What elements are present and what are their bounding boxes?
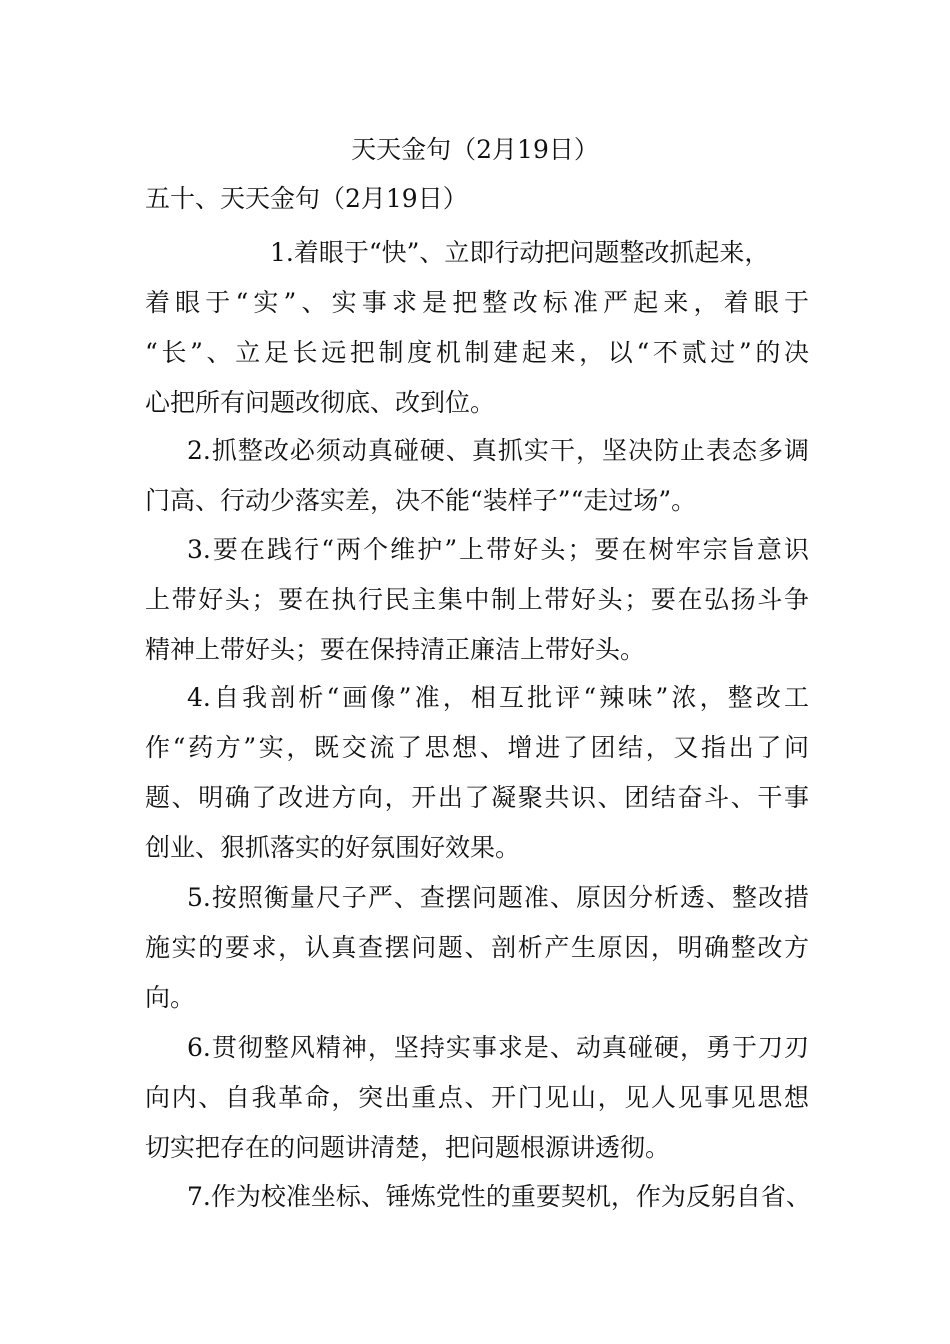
quote-item-4	[145, 673, 809, 873]
quote-line: 1.着眼于“快”、立即行动把问题整改抓起来，	[270, 238, 770, 267]
quote-line: 切实把存在的问题讲清楚，把问题根源讲透彻。	[145, 1133, 671, 1162]
quote-line: 着眼于“实”、实事求是把整改标准严起来，着眼于	[145, 288, 809, 317]
quote-line: 作“药方”实，既交流了思想、增进了团结，又指出了问	[145, 733, 809, 762]
section-title: 五十、天天金句（2月19日）	[145, 184, 468, 213]
quote-line: “长”、立足长远把制度机制建起来，以“不贰过”的决	[145, 338, 809, 367]
quote-line: 向内、自我革命，突出重点、开门见山，见人见事见思想	[145, 1083, 809, 1112]
quote-line: 7.作为校准坐标、锤炼党性的重要契机，作为反躬自省、	[187, 1182, 811, 1211]
quote-line: 创业、狠抓落实的好氛围好效果。	[145, 833, 521, 862]
quote-item-5	[145, 873, 809, 1023]
quote-item-2	[145, 426, 809, 526]
quote-line: 施实的要求，认真查摆问题、剖析产生原因，明确整改方	[145, 933, 809, 962]
quote-line: 3.要在践行“两个维护”上带好头；要在树牢宗旨意识	[187, 535, 809, 564]
quote-line: 上带好头；要在执行民主集中制上带好头；要在弘扬斗争	[145, 585, 809, 614]
quote-item-1	[145, 228, 809, 428]
quote-item-7	[145, 1172, 809, 1222]
quote-item-3	[145, 525, 809, 675]
quote-line: 2.抓整改必须动真碰硬、真抓实干，坚决防止表态多调	[187, 436, 809, 465]
document-title: 天天金句（2月19日）	[351, 135, 599, 164]
quote-line: 门高、行动少落实差，决不能“装样子”“走过场”。	[145, 486, 697, 515]
quote-item-6	[145, 1023, 809, 1173]
quote-line: 心把所有问题改彻底、改到位。	[145, 388, 496, 417]
quote-line: 6.贯彻整风精神，坚持实事求是、动真碰硬，勇于刀刃	[187, 1033, 809, 1062]
quote-line: 5.按照衡量尺子严、查摆问题准、原因分析透、整改措	[187, 883, 809, 912]
quote-line: 4.自我剖析“画像”准，相互批评“辣味”浓，整改工	[187, 683, 809, 712]
quote-line: 题、明确了改进方向，开出了凝聚共识、团结奋斗、干事	[145, 783, 809, 812]
quote-line: 精神上带好头；要在保持清正廉洁上带好头。	[145, 635, 646, 664]
quote-line: 向。	[145, 983, 196, 1012]
